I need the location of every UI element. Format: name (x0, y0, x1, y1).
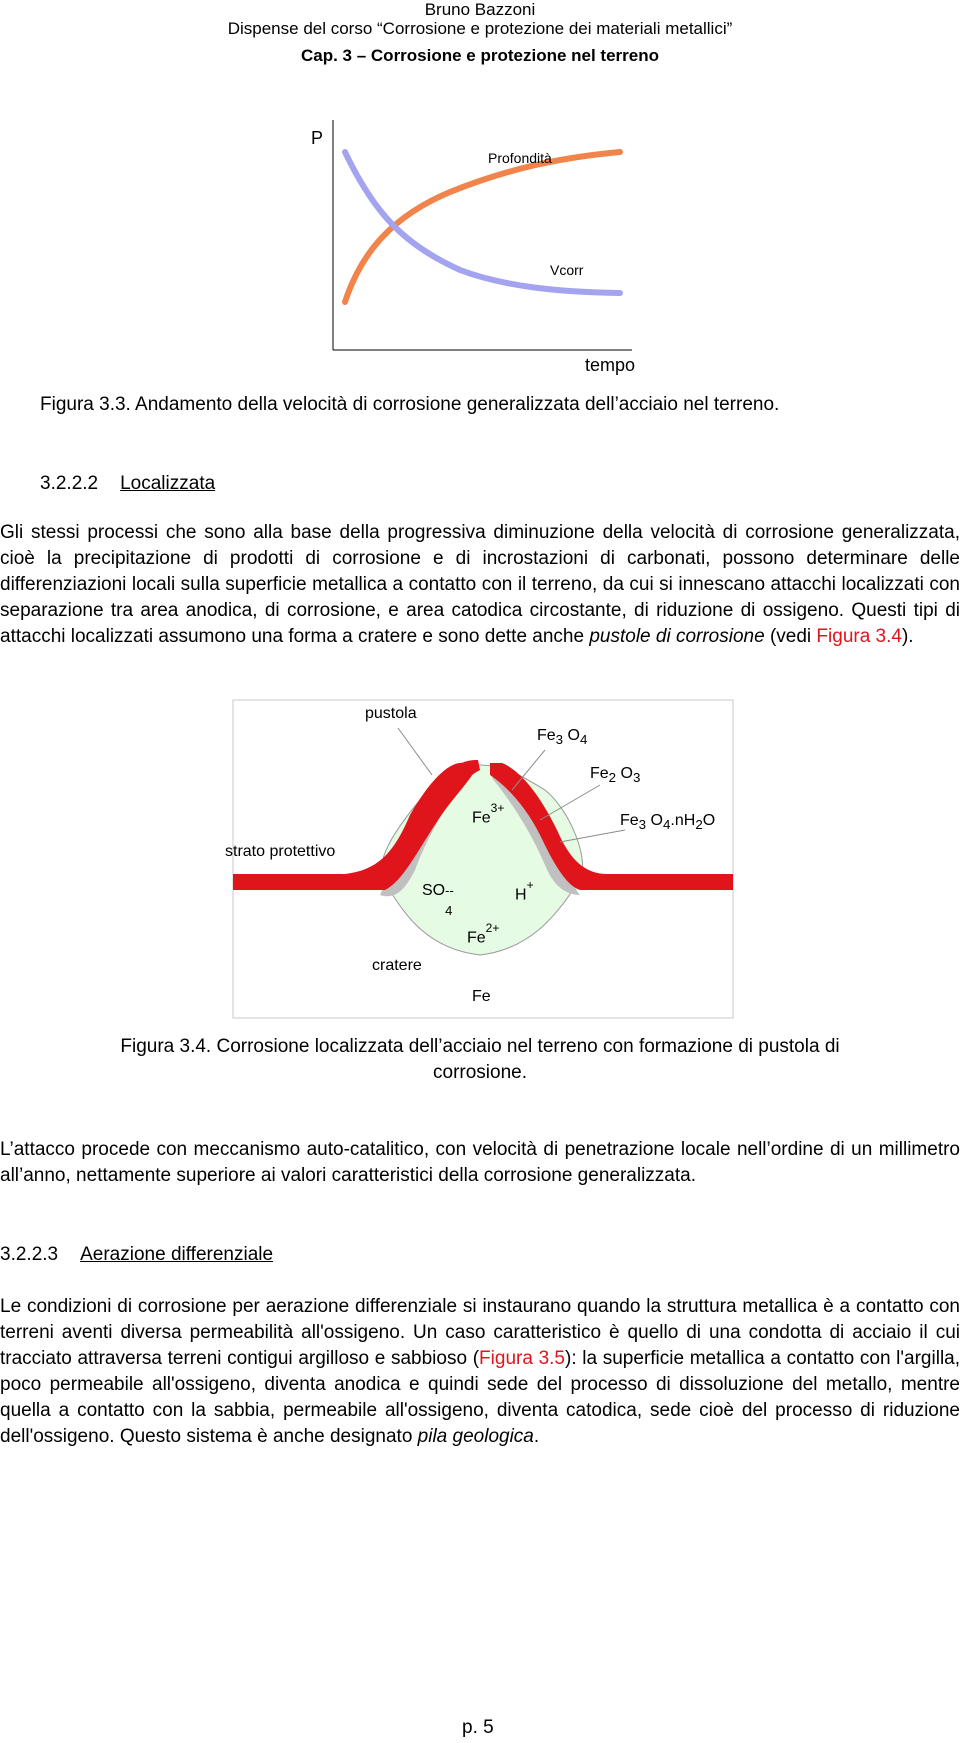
label-pustola: pustola (365, 705, 417, 722)
label-fe3plus (472, 801, 505, 827)
label-h-charge: + (526, 878, 534, 892)
label-fe3plus-fe: Fe (472, 809, 491, 827)
paragraph-text-mid: (vedi (764, 626, 817, 647)
section-heading-aerazione (0, 1242, 273, 1268)
paragraph-italic: pustole di corrosione (589, 626, 765, 647)
figure-3-5-link[interactable]: Figura 3.5 (479, 1348, 565, 1369)
header-author: Bruno Bazzoni (424, 0, 536, 19)
label-hyd-nh: .nH (670, 812, 696, 829)
figure-3-4-link[interactable]: Figura 3.4 (816, 626, 902, 647)
curve-depth-label: Profondità (488, 150, 552, 166)
leader-pustola (398, 728, 432, 775)
figure-3-4-caption-line2: corrosione. (433, 1062, 527, 1083)
paragraph-text: Le condizioni di corrosione per aerazione differenziale si instaurano quando la struttura metallica è a contatto con terreni aventi diversa permeabilità all'ossigeno. Un caso caratteristico è quello di una condotta di acciaio il cui tracciato attraversa terreni contigui argilloso e sabbioso ( (0, 1296, 960, 1369)
paragraph-text-end: . (533, 1426, 540, 1447)
paragraph-italic: pila geologica (417, 1426, 534, 1447)
figure-3-4-caption-line1: Figura 3.4. Corrosione localizzata dell’acciaio nel terreno con formazione di pustola di (120, 1036, 840, 1057)
label-cratere: cratere (372, 957, 422, 974)
label-hydrate (620, 812, 715, 832)
page-number: p. 5 (462, 1717, 494, 1738)
label-h: H (515, 886, 527, 904)
label-hyd-o: O (650, 812, 663, 829)
paragraph-text-end: ). (901, 626, 914, 647)
label-fe3o4 (537, 727, 587, 747)
label-fe-metal: Fe (472, 988, 491, 1005)
label-hyd-fe: Fe (620, 812, 639, 829)
label-fe2o3-sub3: 3 (633, 770, 641, 786)
label-fe2o3-sub2: 2 (608, 770, 617, 786)
header-chapter: Cap. 3 – Corrosione e protezione nel terreno (300, 46, 660, 65)
label-h-plus (515, 878, 534, 904)
y-axis-label: P (311, 128, 324, 148)
label-fe2plus (467, 921, 500, 947)
label-hyd-o2: O (702, 812, 716, 829)
section-title: Aerazione differenziale (80, 1244, 274, 1265)
section-title: Localizzata (120, 473, 216, 494)
label-hyd-sub2: 2 (695, 817, 703, 833)
label-fe3o4-sub3: 3 (555, 732, 564, 748)
paragraph-autocatalitico: L’attacco procede con meccanismo auto-catalitico, con velocità di penetrazione locale nell’ordine di un millimetro all’anno, nettamente superiore ai valori caratteristici della corrosione generalizzata. (0, 1139, 960, 1186)
curve-rate-label: Vcorr (550, 262, 584, 278)
paragraph-text-mid: ): la superficie metallica a contatto con l'argilla, poco permeabile all'ossigeno, diventa anodica e quindi sede del processo di dissoluzione del metallo, mentre quella a contatto con la sabbia, permeabile all'ossigeno, diventa catodica, sede cioè del processo di riduzione dell'ossigeno. Questo sistema è anche designato (0, 1348, 960, 1447)
label-so4-so: SO (422, 882, 446, 899)
label-fe2plus-fe: Fe (467, 929, 486, 947)
section-number: 3.2.2.2 (40, 473, 99, 494)
paragraph-aerazione (0, 1294, 960, 1450)
figure-3-3-caption: Figura 3.3. Andamento della velocità di corrosione generalizzata dell’acciaio nel terreno. (40, 394, 780, 415)
label-so4-charge: -- (445, 883, 454, 898)
label-fe2o3-o: O (620, 765, 633, 782)
label-strato-protettivo: strato protettivo (225, 843, 336, 860)
x-axis-label: tempo (585, 355, 636, 375)
label-fe3o4-fe: Fe (537, 727, 556, 744)
header-course: Dispense del corso “Corrosione e protezione dei materiali metallici” (227, 19, 733, 38)
label-fe2o3 (590, 765, 640, 785)
section-number: 3.2.2.3 (0, 1244, 59, 1265)
label-fe3plus-charge: 3+ (490, 801, 505, 815)
label-fe3o4-sub4: 4 (580, 732, 588, 748)
label-fe3o4-o: O (567, 727, 580, 744)
label-hyd-sub3: 3 (638, 817, 647, 833)
label-fe2plus-charge: 2+ (485, 921, 500, 935)
label-hyd-sub4: 4 (663, 817, 671, 833)
label-fe2o3-fe: Fe (590, 765, 609, 782)
paragraph-text: Gli stessi processi che sono alla base della progressiva diminuzione della velocità di corrosione generalizzata, cioè la precipitazione di prodotti di corrosione e di incrostazioni di carbonati, possono determinare delle differenziazioni locali sulla superficie metallica a contatto con il terreno, da cui si innescano attacchi localizzati con separazione tra area anodica, di corrosione, e area catodica circostante, di riduzione di ossigeno. Questi tipi di attacchi localizzati assumono una forma a cratere e sono dette anche (0, 522, 960, 647)
label-so4 (422, 882, 459, 918)
label-so4-sub: 4 (445, 903, 453, 918)
